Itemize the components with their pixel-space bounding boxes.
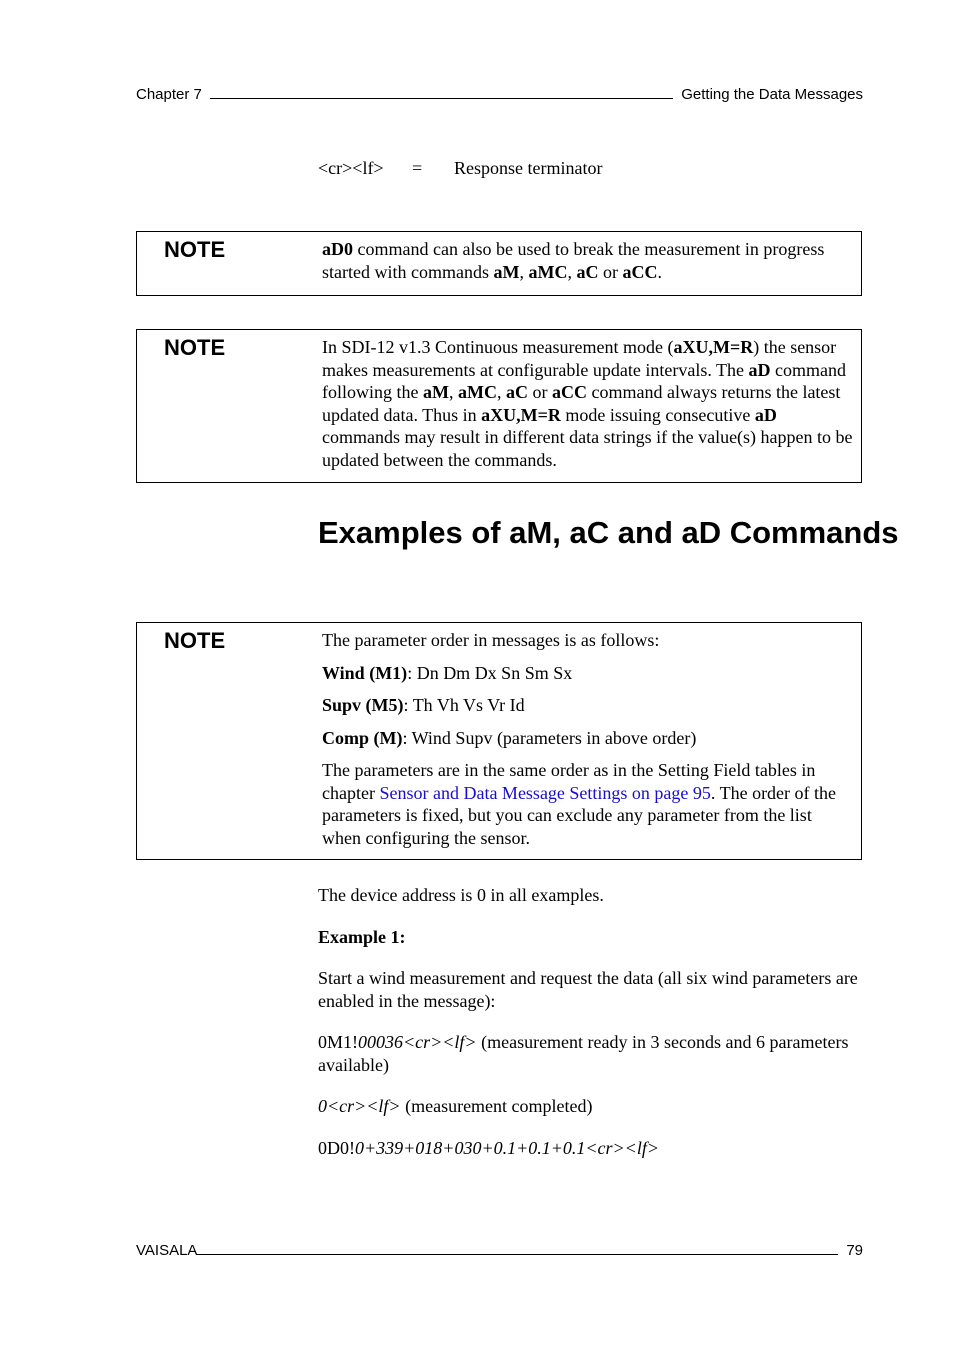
command-measure [318, 1031, 866, 1076]
note-box-continuous-mode [136, 329, 862, 483]
note-text [322, 623, 861, 859]
note-box-parameter-order [136, 622, 862, 860]
note-label: NOTE [164, 237, 226, 262]
note-box-ad0 [136, 231, 862, 296]
page-footer [136, 1242, 863, 1259]
response-completed [318, 1095, 866, 1118]
command-keyword: aD0 [322, 239, 353, 259]
example-heading: Example 1: [318, 926, 406, 947]
example-instruction: Start a wind measurement and request the data (all six wind parameters are enabled in the message): [318, 968, 858, 1011]
address-note: The device address is 0 in all examples. [318, 885, 604, 905]
command-keyword: aM [423, 382, 449, 402]
command-keyword: aD [748, 359, 771, 380]
terminator-equals: = [412, 158, 423, 178]
settings-link[interactable]: Sensor and Data Message Settings on page 95 [379, 782, 711, 803]
terminator-description: Response terminator [454, 158, 603, 178]
command-keyword: aMC [458, 382, 497, 402]
command-keyword: aXU,M=R [481, 404, 561, 425]
comp-params: : Wind Supv (parameters in above order) [402, 727, 697, 748]
command-text: 0D0! [318, 1137, 355, 1158]
page-number: 79 [846, 1242, 863, 1259]
command-note: (measurement ready in 3 seconds and 6 parameters available) [318, 1032, 849, 1075]
chapter-label: Chapter 7 [136, 86, 202, 103]
terminator-definition [318, 158, 602, 179]
section-title: Examples of aM, aC and aD Commands [318, 515, 899, 550]
wind-parameters [322, 662, 853, 685]
examples-content [318, 884, 866, 1178]
command-keyword: aMC [528, 261, 568, 282]
page-header [136, 86, 863, 103]
command-keyword: aCC [622, 261, 658, 282]
footer-rule [197, 1254, 838, 1255]
response-text: 0<cr><lf> [318, 1096, 401, 1116]
company-name: VAISALA [136, 1242, 198, 1259]
header-title: Getting the Data Messages [681, 86, 863, 103]
parameter-order-detail: The parameters are in the same order as in the Setting Field tables in chapter Sensor and Data Message Settings on page 95. The order of the parameters is fixed, but you can exclude any parameter from the list when configuring the sensor. [322, 760, 837, 848]
note-label: NOTE [164, 335, 226, 360]
supv-label: Supv (M5) [322, 695, 404, 715]
note-text: In SDI-12 v1.3 Continuous measurement mode (aXU,M=R) the sensor makes measurements at configurable update intervals. The aD command following the aM, aMC, aC or aCC command always returns the latest updated data. Thus in aXU,M=R mode issuing consecutive aD commands may result in different data strings if the value(s) happen to be updated between the commands. [322, 337, 853, 470]
response-text: 0+339+018+030+0.1+0.1+0.1<cr><lf> [355, 1137, 659, 1158]
command-keyword: aM [493, 261, 520, 282]
wind-label: Wind (M1) [322, 662, 408, 683]
comp-label: Comp (M) [322, 727, 403, 748]
command-keyword: aC [506, 382, 528, 402]
command-keyword: aD [754, 404, 777, 425]
note-text: aD0 command can also be used to break the measurement in progress started with commands aM, aMC, aC or aCC. [322, 239, 825, 282]
wind-params: : Dn Dm Dx Sn Sm Sx [407, 662, 573, 683]
command-keyword: aXU,M=R [673, 337, 754, 357]
parameter-order-intro: The parameter order in messages is as follows: [322, 630, 660, 650]
command-keyword: aCC [552, 382, 587, 402]
note-label: NOTE [164, 628, 226, 653]
terminator-key: <cr><lf> [318, 158, 384, 178]
command-keyword: aC [576, 261, 599, 282]
comp-parameters [322, 727, 853, 750]
response-text: 00036<cr><lf> [358, 1032, 477, 1052]
supv-parameters [322, 694, 853, 717]
command-data [318, 1137, 866, 1160]
supv-params: : Th Vh Vs Vr Id [403, 695, 525, 715]
response-note: (measurement completed) [400, 1096, 593, 1116]
header-rule [210, 98, 673, 99]
command-text: 0M1! [318, 1032, 358, 1052]
